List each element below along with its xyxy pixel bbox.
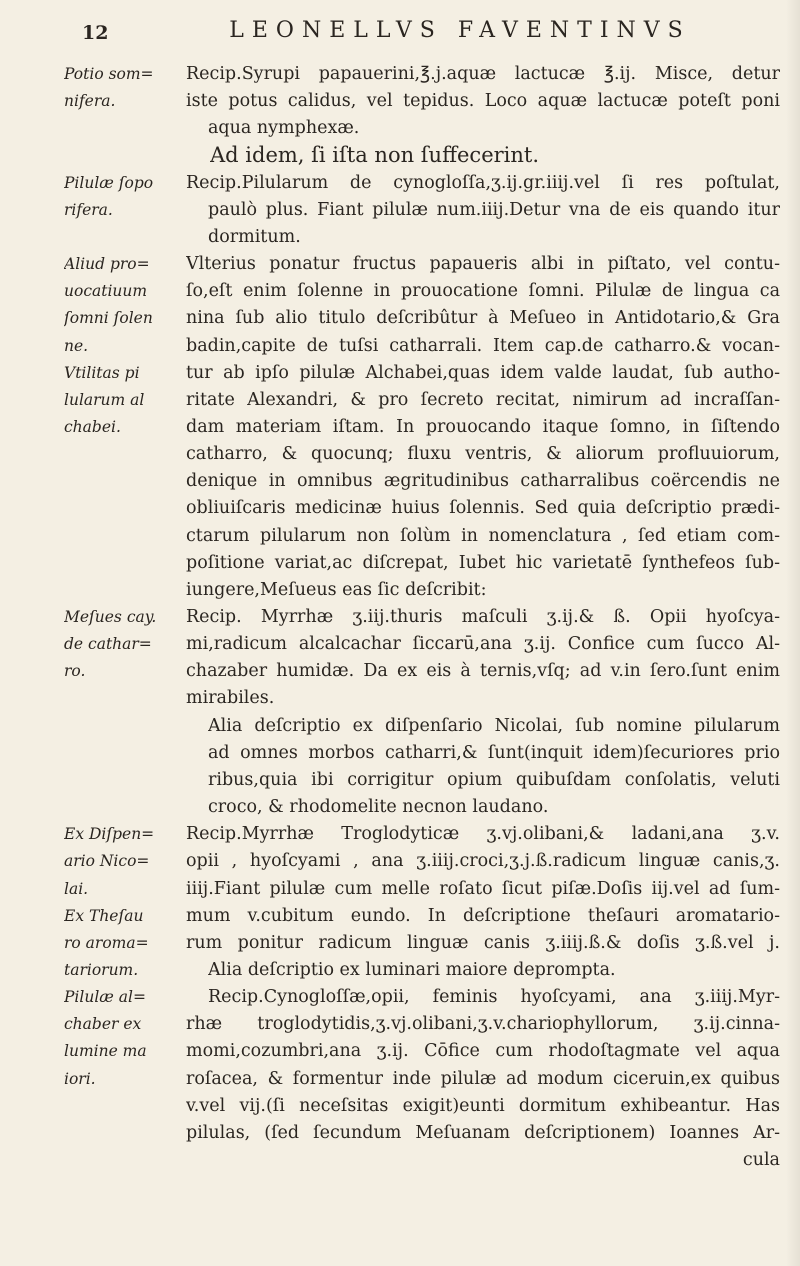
text-line xyxy=(0,361,800,387)
marginal-note: lularum al xyxy=(64,390,145,409)
marginal-note: ro. xyxy=(64,662,86,681)
page-number: 12 xyxy=(82,22,109,44)
marginal-note: ne. xyxy=(64,336,89,355)
text-line xyxy=(0,578,800,604)
body-text: Recip. Myrrhæ ʒ.iij.thuris maſculi ʒ.ij.& ß. Opii hyoſcya- xyxy=(186,607,780,627)
text-line xyxy=(0,388,800,414)
body-text: croco, & rhodomelite necnon laudano. xyxy=(208,797,549,818)
body-text: obliuiſcaris medicinæ huius ſolennis. Sed quia deſcriptio prædi- xyxy=(186,498,780,519)
text-line xyxy=(0,985,800,1011)
text-line xyxy=(0,632,800,658)
marginal-note: chabei. xyxy=(64,417,121,436)
body-text: momi,cozumbri,ana ʒ.ij. Cōfice cum rhodoſtagmate vel aqua xyxy=(186,1041,780,1062)
running-head: LEONELLVS FAVENTINVS xyxy=(229,18,691,43)
body-text: Recip.Syrupi papauerini,℥.j.aquæ lactucæ ℥.ij. Misce, detur xyxy=(186,64,780,84)
text-line xyxy=(0,1012,800,1038)
body-text: rhæ troglodytidis,ʒ.vj.olibani,ʒ.v.chariophyllorum, ʒ.ij.cinna- xyxy=(186,1014,780,1035)
marginal-note: Ex Diſpen= xyxy=(64,825,155,844)
marginal-note: Pilulæ al= xyxy=(64,988,146,1007)
marginal-note: lai. xyxy=(64,879,89,898)
body-text: Recip.Myrrhæ Troglodyticæ ʒ.vj.olibani,& ladani,ana ʒ.v. xyxy=(186,824,780,845)
body-text: mum v.cubitum eundo. In deſcriptione theſauri aromatario- xyxy=(186,905,780,926)
marginal-note: ario Nico= xyxy=(64,852,150,871)
body-text: pilulas, (ſed ſecundum Meſuanam deſcriptionem) Ioannes Ar- xyxy=(186,1122,780,1143)
marginal-note: ſomni ſolen xyxy=(64,309,153,328)
body-text: catharro, & quocunq; fluxu ventris, & aliorum profluuiorum, xyxy=(186,444,780,465)
body-text: ctarum pilularum non ſolùm in nomenclatura , ſed etiam com- xyxy=(186,525,780,546)
page-edge-shadow xyxy=(786,0,800,1266)
text-line xyxy=(0,334,800,360)
body-text: poſitione variat,ac diſcrepat, Iubet hic varietatē ſynthefeos ſub- xyxy=(186,552,780,573)
text-line xyxy=(0,714,800,740)
text-line xyxy=(0,1148,800,1174)
body-text: aqua nymphexæ. xyxy=(208,118,360,139)
marginal-note: uocatiuum xyxy=(64,282,148,301)
marginal-note: rifera. xyxy=(64,200,113,219)
text-line xyxy=(0,415,800,441)
body-text: mi,radicum alcalcachar ſiccarū,ana ʒ.ij. Confice cum ſucco Al- xyxy=(186,634,780,655)
body-text: Vlterius ponatur fructus papaueris albi in piſtato, vel contu- xyxy=(186,254,780,275)
marginal-note: Meſues cay. xyxy=(64,608,157,626)
marginal-note: Ex Theſau xyxy=(64,906,144,925)
marginal-note: Potio som= xyxy=(64,65,154,83)
body-text: badin,capite de tuſsi catharrali. Item cap.de catharro.& vocan- xyxy=(186,335,780,356)
text-line xyxy=(0,904,800,930)
body-text: Recip.Pilularum de cynogloſſa,ʒ.ij.gr.iiij.vel ſi res poſtulat, xyxy=(186,172,780,193)
body-text: Alia deſcriptio ex diſpenſario Nicolai, ſub nomine pilularum xyxy=(208,715,780,736)
text-line xyxy=(0,62,800,88)
body-text: rum ponitur radicum linguæ canis ʒ.iiij.ß.& doſis ʒ.ß.vel j. xyxy=(186,932,780,953)
text-line xyxy=(0,877,800,903)
body-text: ritate Alexandri, & pro ſecreto recitat, nimirum ad incraſſan- xyxy=(186,389,780,410)
text-line xyxy=(0,171,800,197)
text-line xyxy=(0,822,800,848)
text-line xyxy=(0,605,800,631)
text-line xyxy=(0,686,800,712)
body-text: roſacea, & formentur inde pilulæ ad modum ciceruin,ex quibus xyxy=(186,1068,780,1089)
text-line xyxy=(0,551,800,577)
text-line xyxy=(0,741,800,767)
marginal-note: tariorum. xyxy=(64,960,139,979)
marginal-note: iori. xyxy=(64,1069,96,1088)
body-text: tur ab ipſo pilulæ Alchabei,quas idem valde laudat, ſub autho- xyxy=(186,362,780,383)
body-text: Alia deſcriptio ex luminari maiore deprompta. xyxy=(208,959,616,980)
text-line xyxy=(0,795,800,821)
text-line xyxy=(0,279,800,305)
text-line xyxy=(0,768,800,794)
body-text: ſo,eſt enim ſolenne in prouocatione ſomni. Pilulæ de lingua ca xyxy=(186,281,780,302)
marginal-note: nifera. xyxy=(64,92,116,111)
text-line xyxy=(0,469,800,495)
text-line xyxy=(0,1067,800,1093)
body-text: ribus,quia ibi corrigitur opium quibuſdam conſolatis, veluti xyxy=(208,769,780,790)
text-line xyxy=(0,252,800,278)
page-header xyxy=(0,14,800,54)
text-line xyxy=(0,225,800,251)
text-line xyxy=(0,1121,800,1147)
text-line xyxy=(0,931,800,957)
text-line xyxy=(0,524,800,550)
marginal-note: Vtilitas pi xyxy=(64,363,140,382)
text-line xyxy=(0,89,800,115)
body-text: iiij.Fiant pilulæ cum melle roſato ſicut piſæ.Doſis iij.vel ad ſum- xyxy=(186,878,780,899)
text-line xyxy=(0,1039,800,1065)
body-text: nina ſub alio titulo deſcribûtur à Meſueo in Antidotario,& Gra xyxy=(186,308,780,329)
text-line xyxy=(0,116,800,142)
body-text: ad omnes morbos catharri,& ſunt(inquit idem)ſecuriores prio xyxy=(208,742,780,763)
marginal-note: de cathar= xyxy=(64,635,152,654)
body-text: paulò plus. Fiant pilulæ num.iiij.Detur vna de eis quando itur xyxy=(208,199,780,220)
text-line xyxy=(0,958,800,984)
body-text: iste potus calidus, vel tepidus. Loco aquæ lactucæ poteſt poni xyxy=(186,91,780,112)
body-text: v.vel vij.(ſi neceſsitas exigit)eunti dormitum exhibeantur. Has xyxy=(186,1095,780,1116)
marginal-note: Aliud pro= xyxy=(64,255,150,274)
text-line xyxy=(0,849,800,875)
body-text: cula xyxy=(742,1150,780,1170)
body-text: Ad idem, ſi iſta non ſuffecerint. xyxy=(210,143,540,168)
text-line xyxy=(0,442,800,468)
text-line xyxy=(0,496,800,522)
body-text: dam materiam iſtam. In prouocando itaque ſomno, in ſiſtendo xyxy=(186,416,780,437)
body-text: denique in omnibus ægritudinibus catharralibus coërcendis ne xyxy=(186,471,780,492)
body-text: dormitum. xyxy=(208,226,301,247)
marginal-note: lumine ma xyxy=(64,1042,147,1061)
body-text: mirabiles. xyxy=(186,688,275,709)
text-line xyxy=(0,143,800,169)
text-line xyxy=(0,198,800,224)
body-text: iungere,Meſueus eas ſic deſcribit: xyxy=(186,579,487,600)
marginal-note: ro aroma= xyxy=(64,933,149,952)
marginal-note: Pilulæ ſopo xyxy=(64,173,154,192)
marginal-note: chaber ex xyxy=(64,1015,142,1034)
text-line xyxy=(0,306,800,332)
text-line xyxy=(0,1094,800,1120)
body-text: opii , hyoſcyami , ana ʒ.iiij.croci,ʒ.j.ß.radicum linguæ canis,ʒ. xyxy=(186,851,780,872)
text-line xyxy=(0,659,800,685)
body-text: chazaber humidæ. Da ex eis à ternis,vſq; ad v.in ſero.ſunt enim xyxy=(186,661,780,682)
body-text: Recip.Cynogloſſæ,opii, feminis hyoſcyami, ana ʒ.iiij.Myr- xyxy=(208,987,780,1008)
